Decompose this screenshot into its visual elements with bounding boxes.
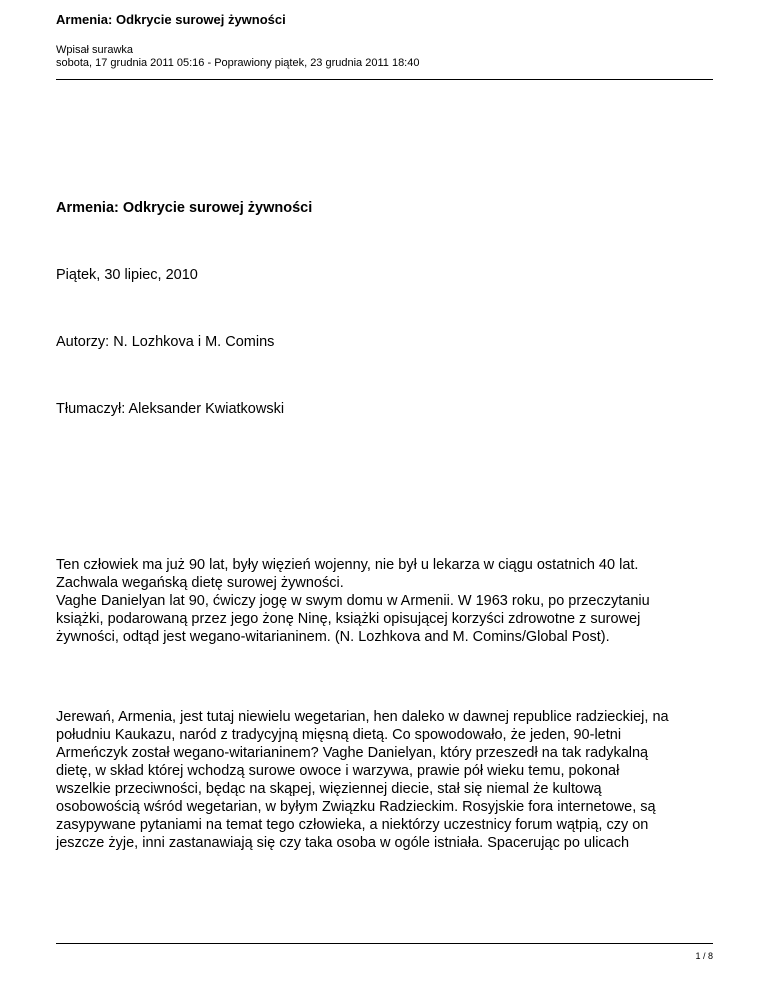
article-authors: Autorzy: N. Lozhkova i M. Comins bbox=[56, 334, 275, 350]
paragraph-line: Jerewań, Armenia, jest tutaj niewielu wegetarian, hen daleko w dawnej republice radzieckiej, na bbox=[56, 709, 669, 725]
paragraph-line: Vaghe Danielyan lat 90, ćwiczy jogę w swym domu w Armenii. W 1963 roku, po przeczytaniu bbox=[56, 593, 650, 609]
page-number: 1 / 8 bbox=[695, 951, 713, 961]
header-author-line: Wpisał surawka bbox=[56, 44, 134, 56]
header-divider bbox=[56, 79, 713, 80]
article-translator: Tłumaczył: Aleksander Kwiatkowski bbox=[56, 401, 285, 417]
paragraph-line: Armeńczyk został wegano-witarianinem? Vaghe Danielyan, który przeszedł na tak radykalną bbox=[56, 745, 649, 761]
header-title: Armenia: Odkrycie surowej żywności bbox=[56, 12, 286, 27]
header-dates-line: sobota, 17 grudnia 2011 05:16 - Poprawiony piątek, 23 grudnia 2011 18:40 bbox=[56, 57, 420, 69]
paragraph-line: Ten człowiek ma już 90 lat, były więzień wojenny, nie był u lekarza w ciągu ostatnich 40 lat. bbox=[56, 557, 639, 573]
paragraph-line: żywności, odtąd jest wegano-witarianinem. (N. Lozhkova and M. Comins/Global Post). bbox=[56, 629, 610, 645]
article-date: Piątek, 30 lipiec, 2010 bbox=[56, 267, 198, 283]
article-title: Armenia: Odkrycie surowej żywności bbox=[56, 200, 313, 216]
paragraph-line: osobowością wśród wegetarian, w byłym Związku Radzieckim. Rosyjskie fora internetowe, są bbox=[56, 799, 656, 815]
paragraph-line: zasypywane pytaniami na temat tego człowieka, a niektórzy uczestnicy forum wątpią, czy on bbox=[56, 817, 649, 833]
article-paragraph-2 bbox=[56, 708, 713, 852]
paragraph-line: południu Kaukazu, naród z tradycyjną mięsną dietą. Co spowodowało, że jeden, 90-letni bbox=[56, 727, 622, 743]
paragraph-line: książki, podarowaną przez jego żonę Ninę, książki opisującej korzyści zdrowotne z surowej bbox=[56, 611, 641, 627]
paragraph-line: wszelkie przeciwności, będąc na skąpej, więziennej diecie, stał się niemal że kultową bbox=[56, 781, 602, 797]
page-header bbox=[56, 12, 713, 70]
article-paragraph-1 bbox=[56, 556, 713, 646]
paragraph-line: jeszcze żyje, inni zastanawiają się czy taka osoba w ogóle istniała. Spacerując po ulicach bbox=[56, 835, 630, 851]
paragraph-line: Zachwala wegańską dietę surowej żywności. bbox=[56, 575, 344, 591]
paragraph-line: dietę, w skład której wchodzą surowe owoce i warzywa, prawie pół wieku temu, pokonał bbox=[56, 763, 620, 779]
footer-divider bbox=[56, 943, 713, 944]
